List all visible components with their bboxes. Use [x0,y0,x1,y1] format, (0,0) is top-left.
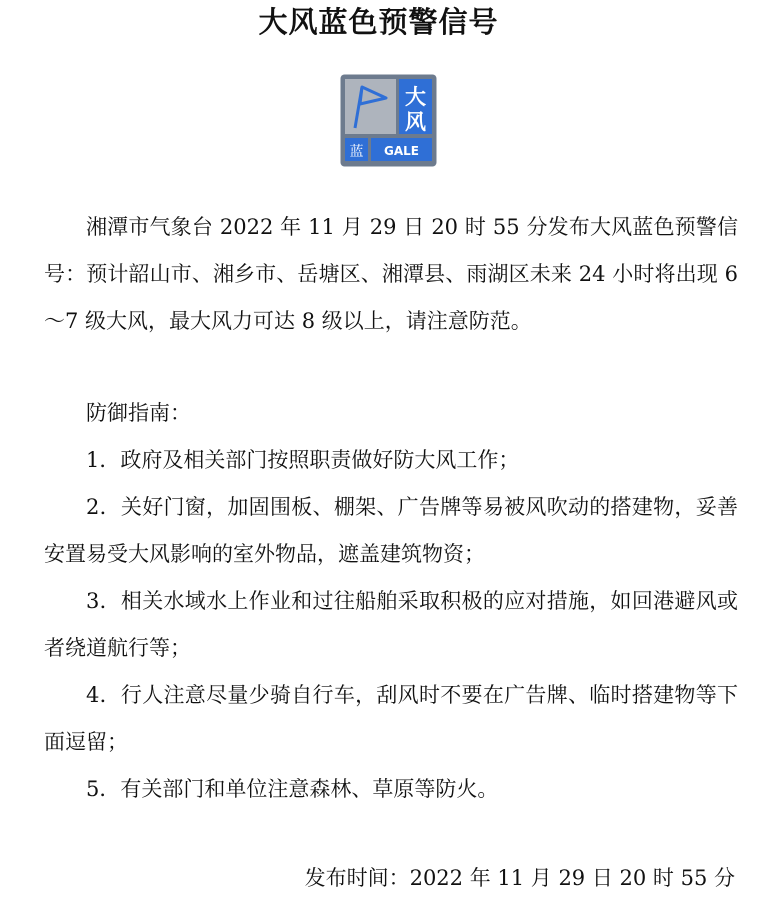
badge-english-label: GALE [384,144,419,158]
guide-item-4: 4．行人注意尽量少骑自行车，刮风时不要在广告牌、临时搭建物等下面逗留； [44,683,738,754]
warning-intro [44,204,738,345]
guide-item-1: 1．政府及相关部门按照职责做好防大风工作； [86,448,520,472]
intro-paragraph: 湘潭市气象台 2022 年 11 月 29 日 20 时 55 分发布大风蓝色预警信号：预计韶山市、湘乡市、岳塘区、湘潭县、雨湖区未来 24 小时将出现 6～7 级大风，最大风力可达 8 级以上，请注意防范。 [44,215,738,333]
defense-guide [44,390,738,813]
badge-char-bottom: 风 [405,110,426,134]
guide-title: 防御指南： [86,401,191,425]
guide-item-5: 5．有关部门和单位注意森林、草原等防火。 [86,777,499,801]
guide-item-3: 3．相关水域水上作业和过往船舶采取积极的应对措施，如回港避风或者绕道航行等； [44,589,738,660]
document-title: 大风蓝色预警信号 [258,5,499,39]
badge-color-label: 蓝 [349,144,364,160]
guide-item-2: 2．关好门窗，加固围板、棚架、广告牌等易被风吹动的搭建物，妥善安置易受大风影响的室外物品，遮盖建筑物资； [44,495,738,566]
issue-time: 发布时间：2022 年 11 月 29 日 20 时 55 分 [304,866,735,890]
gale-blue-warning-icon [340,74,437,167]
badge-char-top: 大 [405,85,426,109]
